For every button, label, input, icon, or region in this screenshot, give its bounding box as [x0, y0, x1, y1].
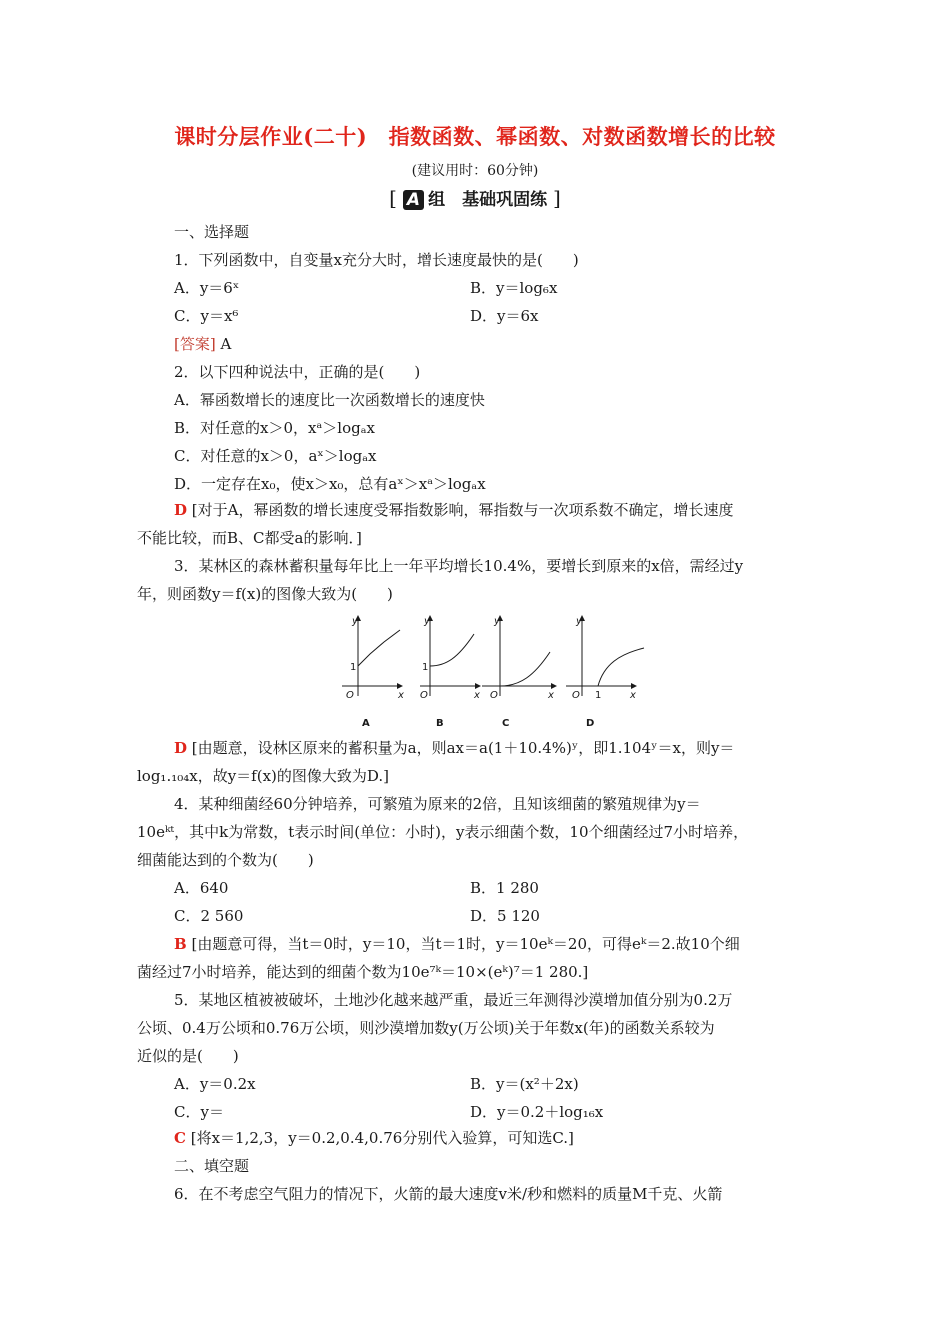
graph-b-origin: O	[420, 690, 428, 701]
graph-a-curve	[358, 630, 400, 666]
graph-a-caption: A	[362, 718, 370, 729]
group-bracket-open: [	[389, 186, 397, 210]
q2-option-d: D．一定存在x₀，使x＞x₀，总有aˣ＞xᵃ＞logₐx	[174, 475, 486, 493]
graph-a-mark: 1	[350, 662, 357, 673]
section-heading-fill: 二、填空题	[174, 1157, 250, 1175]
q2-option-b: B．对任意的x＞0，xᵃ＞logₐx	[174, 419, 375, 437]
q4-stem-line2: 10eᵏᵗ，其中k为常数，t表示时间(单位：小时)，y表示细菌个数，10个细菌经过7小时培养，	[137, 823, 749, 841]
q3-explanation	[174, 738, 734, 758]
q6-stem-line1: 6．在不考虑空气阻力的情况下，火箭的最大速度v米/秒和燃料的质量M千克、火箭	[174, 1185, 723, 1203]
section-heading-choice: 一、选择题	[174, 223, 250, 241]
q5-expl: [将x＝1,2,3，y＝0.2,0.4,0.76分别代入验算，可知选C.]	[190, 1129, 574, 1147]
group-label: 组 基础巩固练	[428, 190, 548, 210]
q5-option-b: B．y＝(x²＋2x)	[470, 1075, 579, 1093]
q2-explanation	[174, 500, 734, 520]
graph-c-caption: C	[502, 718, 510, 729]
q4-stem-line3: 细菌能达到的个数为( )	[137, 851, 314, 869]
group-bracket-close: ]	[553, 186, 561, 210]
graph-b-y-label: y	[424, 616, 430, 627]
q2-option-c: C．对任意的x＞0，aˣ＞logₐx	[174, 447, 377, 465]
graph-c-curve	[500, 652, 550, 686]
q1-option-d: D．y＝6x	[470, 307, 539, 325]
q4-explanation	[174, 934, 740, 954]
graph-d-origin: O	[572, 690, 580, 701]
q5-answer-letter: C	[174, 1129, 186, 1147]
q4-option-d: D．5 120	[470, 907, 540, 925]
q3-expl-line2: log₁.₁₀₄x，故y＝f(x)的图像大致为D.]	[137, 767, 390, 785]
q5-option-c: C．y＝	[174, 1103, 224, 1121]
graph-a-x-label: x	[398, 690, 404, 701]
q3-stem-line2: 年，则函数y＝f(x)的图像大致为( )	[137, 585, 393, 603]
q2-answer-letter: D	[174, 501, 188, 519]
q3-stem-line1: 3．某林区的森林蓄积量每年比上一年平均增长10.4%，要增长到原来的x倍，需经过y	[174, 557, 744, 575]
q5-stem-line2: 公顷、0.4万公顷和0.76万公顷，则沙漠增加数y(万公顷)关于年数x(年)的函数关系较为	[137, 1019, 715, 1037]
q3-expl-line1: [由题意，设林区原来的蓄积量为a，则ax＝a(1＋10.4%)ʸ，即1.104ʸ＝x，则y＝	[191, 739, 735, 757]
group-letter-badge: A	[403, 190, 424, 210]
graph-d-y-label: y	[576, 616, 582, 627]
q5-stem-line3: 近似的是( )	[137, 1047, 239, 1065]
q1-option-a: A．y＝6ˣ	[174, 279, 240, 297]
q5-option-d: D．y＝0.2＋log₁₆x	[470, 1103, 604, 1121]
graph-c-x-label: x	[548, 690, 554, 701]
answer-tag: [答案]	[174, 335, 216, 353]
graph-b-caption: B	[436, 718, 444, 729]
group-heading	[0, 185, 950, 210]
q3-answer-letter: D	[174, 739, 188, 757]
graph-d-curve	[598, 648, 644, 686]
graph-d-mark: 1	[595, 690, 602, 701]
q1-option-c: C．y＝x⁶	[174, 307, 239, 325]
graph-c-y-label: y	[494, 616, 500, 627]
q4-expl-line2: 菌经过7小时培养，能达到的细菌个数为10e⁷ᵏ＝10×(eᵏ)⁷＝1 280.]	[137, 963, 589, 981]
graph-b-curve	[430, 634, 474, 666]
q1-option-b: B．y＝log₆x	[470, 279, 558, 297]
graph-b-mark: 1	[422, 662, 429, 673]
graph-c-origin: O	[490, 690, 498, 701]
q4-option-c: C．2 560	[174, 907, 244, 925]
time-suggestion: (建议用时：60分钟)	[411, 163, 539, 179]
graph-a-y-label: y	[352, 616, 358, 627]
q5-stem-line1: 5．某地区植被被破坏，土地沙化越来越严重，最近三年测得沙漠增加值分别为0.2万	[174, 991, 733, 1009]
q4-answer-letter: B	[174, 935, 187, 953]
graph-a-origin: O	[346, 690, 354, 701]
q4-stem-line1: 4．某种细菌经60分钟培养，可繁殖为原来的2倍，且知该细菌的繁殖规律为y＝	[174, 795, 701, 813]
q2-expl-line1: [对于A，幂函数的增长速度受幂指数影响，幂指数与一次项系数不确定，增长速度	[191, 501, 734, 519]
q1-stem: 1．下列函数中，自变量x充分大时，增长速度最快的是( )	[174, 251, 579, 269]
q1-answer-value: A	[220, 335, 232, 353]
q4-expl-line1: [由题意可得，当t＝0时，y＝10，当t＝1时，y＝10eᵏ＝20，可得eᵏ＝2.故10个细	[191, 935, 740, 953]
q5-explanation	[174, 1128, 574, 1148]
q2-stem: 2．以下四种说法中，正确的是( )	[174, 363, 421, 381]
q4-option-b: B．1 280	[470, 879, 539, 897]
graph-d-x-label: x	[630, 690, 636, 701]
q2-expl-line2: 不能比较，而B、C都受a的影响．]	[137, 529, 362, 547]
q3-graph-options	[336, 612, 646, 732]
q1-answer	[174, 334, 231, 354]
q4-option-a: A．640	[174, 879, 229, 897]
page-title: 课时分层作业(二十) 指数函数、幂函数、对数函数增长的比较	[174, 124, 776, 149]
graph-d-caption: D	[586, 718, 595, 729]
q5-option-a: A．y＝0.2x	[174, 1075, 256, 1093]
graph-b-x-label: x	[474, 690, 480, 701]
q2-option-a: A．幂函数增长的速度比一次函数增长的速度快	[174, 391, 485, 409]
